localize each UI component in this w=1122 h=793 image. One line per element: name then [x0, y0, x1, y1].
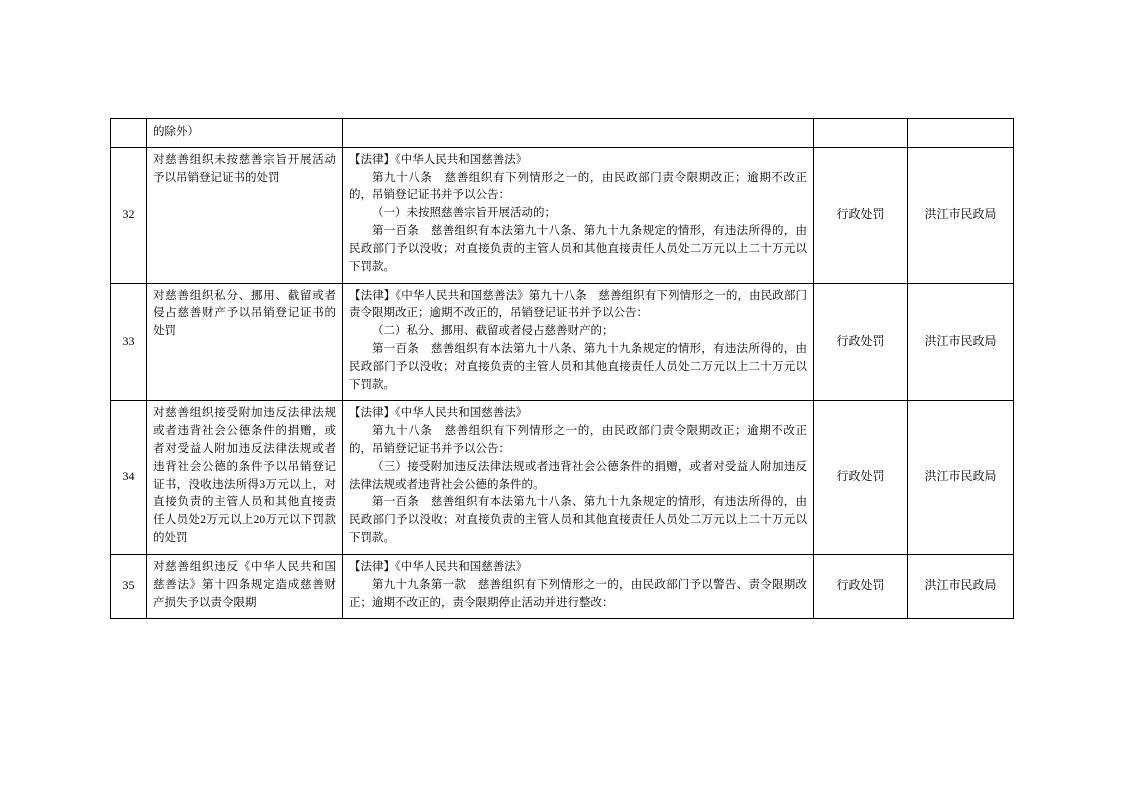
cell-item-name: 对慈善组织私分、挪用、截留或者侵占慈善财产予以吊销登记证书的处罚: [147, 283, 343, 401]
legal-basis-paragraph: 第一百条 慈善组织有本法第九十八条、第九十九条规定的情形，有违法所得的，由民政部门予以没收；对直接负责的主管人员和其他直接责任人员处二万元以上二十万元以下罚款。: [349, 342, 807, 391]
cell-index: 32: [111, 147, 147, 283]
table-row: [111, 147, 1014, 283]
cell-power-type: 行政处罚: [814, 554, 908, 618]
cell-item-name: 对慈善组织未按慈善宗旨开展活动予以吊销登记证书的处罚: [147, 147, 343, 283]
legal-basis-paragraph: 第一百条 慈善组织有本法第九十八条、第九十九条规定的情形，有违法所得的，由民政部门予以没收；对直接负责的主管人员和其他直接责任人员处二万元以上二十万元以下罚款。: [349, 496, 807, 545]
cell-implementing-organ: 洪江市民政局: [908, 554, 1014, 618]
legal-basis-paragraph: 第九十九条第一款 慈善组织有下列情形之一的，由民政部门予以警告、责令限期改正；逾期不改正的，责令限期停止活动并进行整改：: [349, 578, 807, 609]
legal-basis-paragraph: 【法律】《中华人民共和国慈善法》: [349, 560, 528, 573]
legal-basis-paragraph: （一）未按照慈善宗旨开展活动的；: [372, 207, 556, 220]
legal-basis-paragraph: 【法律】《中华人民共和国慈善法》第九十八条 慈善组织有下列情形之一的，由民政部门责令限期改正；逾期不改正的，吊销登记证书并予以公告：: [349, 289, 807, 320]
cell-legal-basis: [343, 147, 814, 283]
cell-basis-continued: [343, 119, 814, 148]
table-row: [111, 554, 1014, 618]
table-row: [111, 401, 1014, 555]
cell-index: 33: [111, 283, 147, 401]
cell-legal-basis: [343, 554, 814, 618]
legal-basis-paragraph: （二）私分、挪用、截留或者侵占慈善财产的；: [372, 325, 614, 338]
cell-legal-basis: [343, 401, 814, 555]
cell-item-name: 对慈善组织违反《中华人民共和国慈善法》第十四条规定造成慈善财产损失予以责令限期: [147, 554, 343, 618]
cell-implementing-organ: 洪江市民政局: [908, 147, 1014, 283]
cell-power-type: 行政处罚: [814, 283, 908, 401]
legal-basis-paragraph: （三）接受附加违反法律法规或者违背社会公德条件的捐赠，或者对受益人附加违反法律法规或者违背社会公德的条件的。: [349, 460, 807, 491]
table-row-continued: [111, 119, 1014, 148]
legal-basis-paragraph: 第九十八条 慈善组织有下列情形之一的，由民政部门责令限期改正；逾期不改正的，吊销登记证书并予以公告：: [349, 425, 807, 455]
legal-basis-paragraph: 第一百条 慈善组织有本法第九十八条、第九十九条规定的情形，有违法所得的，由民政部门予以没收；对直接负责的主管人员和其他直接责任人员处二万元以上二十万元以下罚款。: [349, 225, 807, 273]
table-row: [111, 283, 1014, 401]
cell-implementing-organ: 洪江市民政局: [908, 283, 1014, 401]
regulatory-items-table: [110, 118, 1014, 619]
cell-item-name: 对慈善组织接受附加违反法律法规或者违背社会公德条件的捐赠，或者对受益人附加违反法律法规或者违背社会公德的条件予以吊销登记证书，没收违法所得3万元以上，对直接负责的主管人员和其他直接责任人员处2万元以上20万元以下罚款的处罚: [147, 401, 343, 555]
cell-index-continued: [111, 119, 147, 148]
table-body: [111, 119, 1014, 619]
cell-power-type: 行政处罚: [814, 147, 908, 283]
legal-basis-paragraph: 【法律】《中华人民共和国慈善法》: [349, 153, 528, 166]
cell-power-type: 行政处罚: [814, 401, 908, 555]
legal-basis-paragraph: 【法律】《中华人民共和国慈善法》: [349, 407, 528, 420]
cell-legal-basis: [343, 283, 814, 401]
legal-basis-paragraph: 第九十八条 慈善组织有下列情形之一的，由民政部门责令限期改正；逾期不改正的，吊销登记证书并予以公告：: [349, 171, 807, 202]
cell-type-continued: [814, 119, 908, 148]
cell-index: 35: [111, 554, 147, 618]
cell-item-continued: 的除外）: [147, 119, 343, 148]
cell-index: 34: [111, 401, 147, 555]
cell-org-continued: [908, 119, 1014, 148]
cell-implementing-organ: 洪江市民政局: [908, 401, 1014, 555]
